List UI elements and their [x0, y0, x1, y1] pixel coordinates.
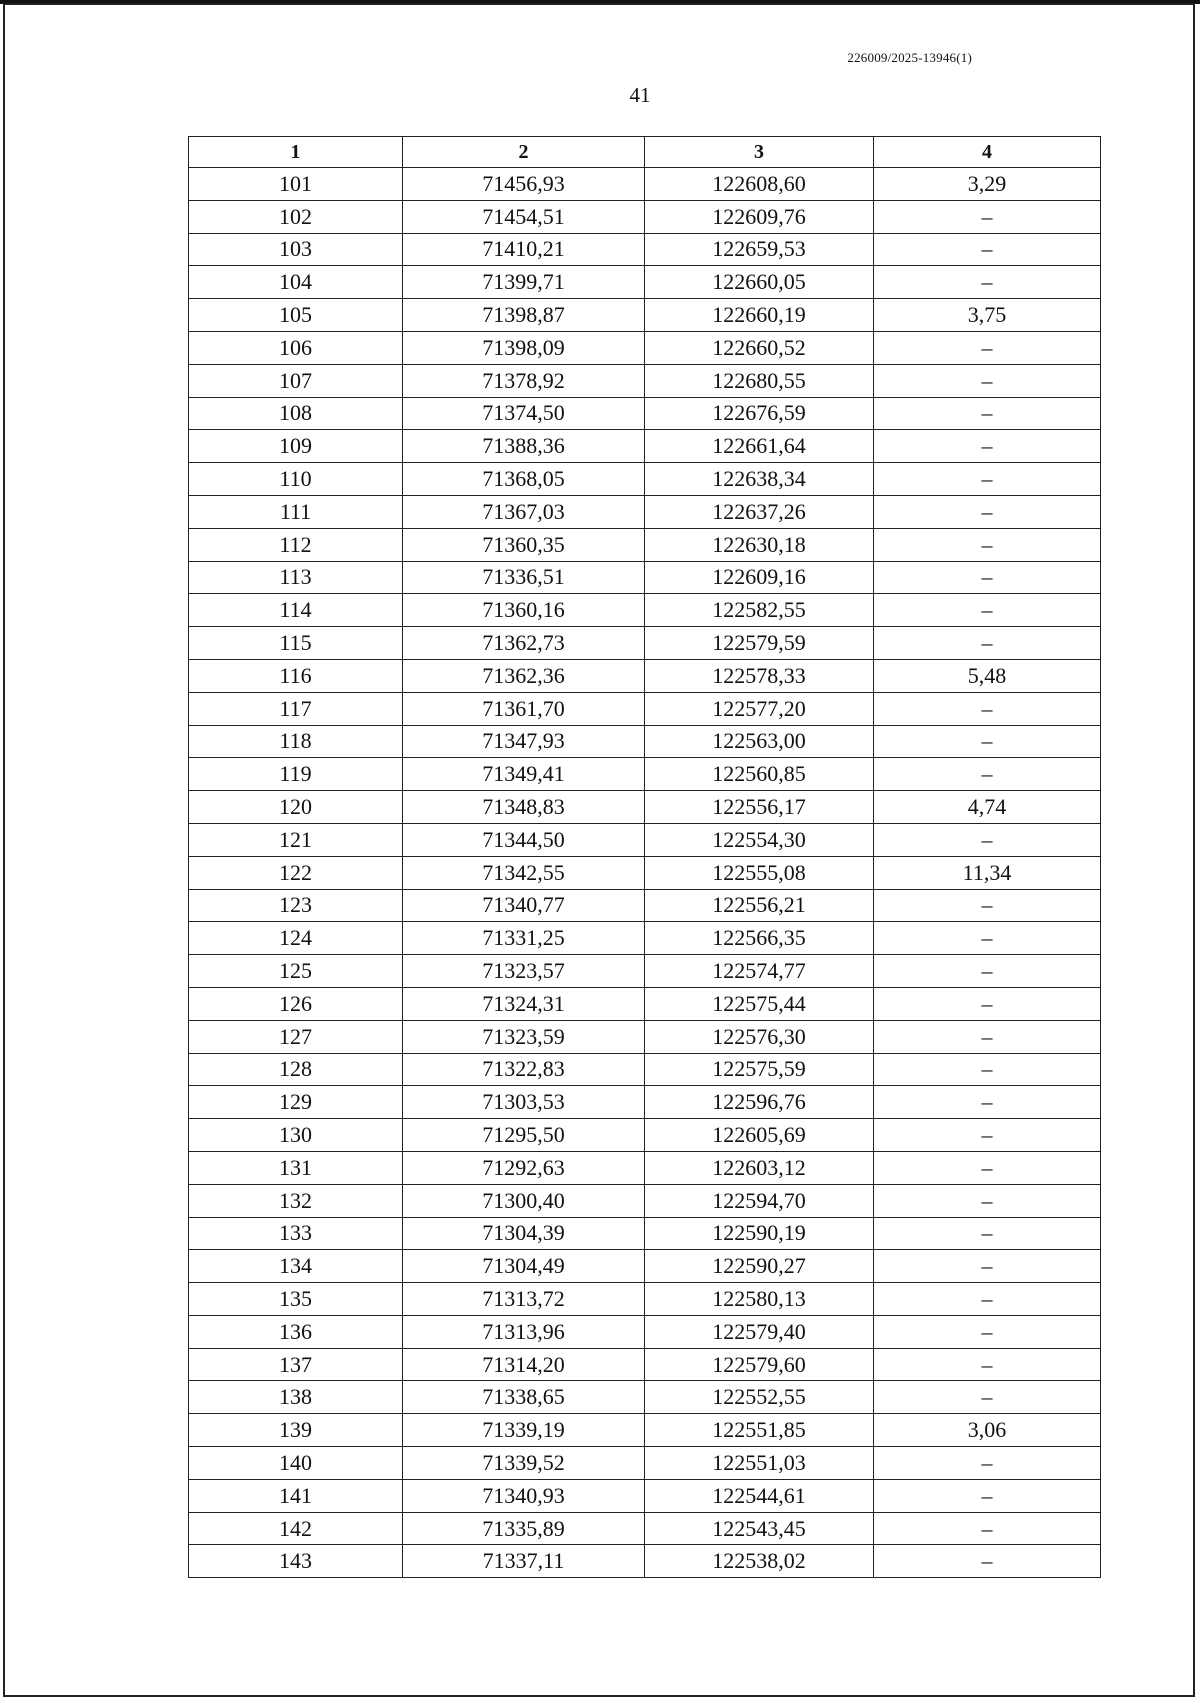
distance-cell: – — [874, 758, 1101, 791]
distance-cell: – — [874, 627, 1101, 660]
table-row — [189, 561, 1101, 594]
x-coordinate-cell: 71388,36 — [403, 430, 645, 463]
x-coordinate-cell: 71323,59 — [403, 1020, 645, 1053]
distance-cell: – — [874, 1086, 1101, 1119]
column-header-2: 2 — [403, 137, 645, 168]
distance-cell: 4,74 — [874, 791, 1101, 824]
y-coordinate-cell: 122605,69 — [645, 1119, 874, 1152]
table-row — [189, 856, 1101, 889]
distance-cell: 5,48 — [874, 659, 1101, 692]
x-coordinate-cell: 71292,63 — [403, 1151, 645, 1184]
x-coordinate-cell: 71456,93 — [403, 168, 645, 201]
distance-cell: – — [874, 1053, 1101, 1086]
distance-cell: – — [874, 1151, 1101, 1184]
y-coordinate-cell: 122574,77 — [645, 955, 874, 988]
point-number-cell: 108 — [189, 397, 403, 430]
y-coordinate-cell: 122555,08 — [645, 856, 874, 889]
distance-cell: – — [874, 823, 1101, 856]
x-coordinate-cell: 71314,20 — [403, 1348, 645, 1381]
table-row — [189, 495, 1101, 528]
y-coordinate-cell: 122609,16 — [645, 561, 874, 594]
point-number-cell: 115 — [189, 627, 403, 660]
distance-cell: – — [874, 463, 1101, 496]
table-row — [189, 1348, 1101, 1381]
table-row — [189, 823, 1101, 856]
x-coordinate-cell: 71398,87 — [403, 299, 645, 332]
y-coordinate-cell: 122556,21 — [645, 889, 874, 922]
y-coordinate-cell: 122637,26 — [645, 495, 874, 528]
point-number-cell: 141 — [189, 1479, 403, 1512]
distance-cell: – — [874, 1447, 1101, 1480]
table-row — [189, 987, 1101, 1020]
distance-cell: – — [874, 1283, 1101, 1316]
point-number-cell: 116 — [189, 659, 403, 692]
distance-cell: – — [874, 430, 1101, 463]
y-coordinate-cell: 122551,03 — [645, 1447, 874, 1480]
x-coordinate-cell: 71323,57 — [403, 955, 645, 988]
y-coordinate-cell: 122608,60 — [645, 168, 874, 201]
distance-cell: – — [874, 922, 1101, 955]
x-coordinate-cell: 71295,50 — [403, 1119, 645, 1152]
x-coordinate-cell: 71360,16 — [403, 594, 645, 627]
x-coordinate-cell: 71399,71 — [403, 266, 645, 299]
x-coordinate-cell: 71348,83 — [403, 791, 645, 824]
table-row — [189, 1053, 1101, 1086]
distance-cell: 3,75 — [874, 299, 1101, 332]
x-coordinate-cell: 71398,09 — [403, 331, 645, 364]
x-coordinate-cell: 71331,25 — [403, 922, 645, 955]
y-coordinate-cell: 122603,12 — [645, 1151, 874, 1184]
y-coordinate-cell: 122579,59 — [645, 627, 874, 660]
table-row — [189, 266, 1101, 299]
distance-cell: – — [874, 1479, 1101, 1512]
x-coordinate-cell: 71349,41 — [403, 758, 645, 791]
y-coordinate-cell: 122556,17 — [645, 791, 874, 824]
point-number-cell: 136 — [189, 1315, 403, 1348]
point-number-cell: 133 — [189, 1217, 403, 1250]
document-id: 226009/2025-13946(1) — [847, 50, 972, 65]
distance-cell: – — [874, 364, 1101, 397]
x-coordinate-cell: 71339,19 — [403, 1414, 645, 1447]
x-coordinate-cell: 71374,50 — [403, 397, 645, 430]
y-coordinate-cell: 122661,64 — [645, 430, 874, 463]
point-number-cell: 124 — [189, 922, 403, 955]
point-number-cell: 128 — [189, 1053, 403, 1086]
table-row — [189, 1184, 1101, 1217]
distance-cell: – — [874, 1512, 1101, 1545]
table-row — [189, 1151, 1101, 1184]
table-row — [189, 1414, 1101, 1447]
y-coordinate-cell: 122590,27 — [645, 1250, 874, 1283]
x-coordinate-cell: 71368,05 — [403, 463, 645, 496]
x-coordinate-cell: 71339,52 — [403, 1447, 645, 1480]
table-row — [189, 594, 1101, 627]
y-coordinate-cell: 122543,45 — [645, 1512, 874, 1545]
point-number-cell: 130 — [189, 1119, 403, 1152]
y-coordinate-cell: 122575,44 — [645, 987, 874, 1020]
point-number-cell: 131 — [189, 1151, 403, 1184]
point-number-cell: 106 — [189, 331, 403, 364]
point-number-cell: 135 — [189, 1283, 403, 1316]
point-number-cell: 132 — [189, 1184, 403, 1217]
table-row — [189, 1250, 1101, 1283]
y-coordinate-cell: 122538,02 — [645, 1545, 874, 1578]
y-coordinate-cell: 122630,18 — [645, 528, 874, 561]
distance-cell: – — [874, 266, 1101, 299]
point-number-cell: 125 — [189, 955, 403, 988]
point-number-cell: 140 — [189, 1447, 403, 1480]
distance-cell: – — [874, 1545, 1101, 1578]
table-row — [189, 1315, 1101, 1348]
y-coordinate-cell: 122579,60 — [645, 1348, 874, 1381]
y-coordinate-cell: 122551,85 — [645, 1414, 874, 1447]
x-coordinate-cell: 71344,50 — [403, 823, 645, 856]
table-row — [189, 758, 1101, 791]
table-row — [189, 1479, 1101, 1512]
y-coordinate-cell: 122660,19 — [645, 299, 874, 332]
distance-cell: – — [874, 1217, 1101, 1250]
point-number-cell: 119 — [189, 758, 403, 791]
distance-cell: – — [874, 495, 1101, 528]
y-coordinate-cell: 122576,30 — [645, 1020, 874, 1053]
x-coordinate-cell: 71336,51 — [403, 561, 645, 594]
table-row — [189, 1545, 1101, 1578]
table-body — [189, 168, 1101, 1578]
y-coordinate-cell: 122579,40 — [645, 1315, 874, 1348]
table-row — [189, 331, 1101, 364]
point-number-cell: 112 — [189, 528, 403, 561]
distance-cell: 11,34 — [874, 856, 1101, 889]
y-coordinate-cell: 122638,34 — [645, 463, 874, 496]
table-row — [189, 1217, 1101, 1250]
point-number-cell: 126 — [189, 987, 403, 1020]
point-number-cell: 120 — [189, 791, 403, 824]
distance-cell: – — [874, 955, 1101, 988]
distance-cell: – — [874, 889, 1101, 922]
table-row — [189, 168, 1101, 201]
x-coordinate-cell: 71340,93 — [403, 1479, 645, 1512]
x-coordinate-cell: 71360,35 — [403, 528, 645, 561]
y-coordinate-cell: 122578,33 — [645, 659, 874, 692]
table-row — [189, 1119, 1101, 1152]
table-row — [189, 528, 1101, 561]
coordinates-table — [188, 136, 1101, 1578]
table-row — [189, 430, 1101, 463]
y-coordinate-cell: 122552,55 — [645, 1381, 874, 1414]
table-row — [189, 725, 1101, 758]
point-number-cell: 121 — [189, 823, 403, 856]
distance-cell: – — [874, 331, 1101, 364]
distance-cell: – — [874, 1381, 1101, 1414]
point-number-cell: 114 — [189, 594, 403, 627]
y-coordinate-cell: 122609,76 — [645, 200, 874, 233]
table-row — [189, 1447, 1101, 1480]
x-coordinate-cell: 71338,65 — [403, 1381, 645, 1414]
x-coordinate-cell: 71454,51 — [403, 200, 645, 233]
point-number-cell: 143 — [189, 1545, 403, 1578]
table-row — [189, 1512, 1101, 1545]
x-coordinate-cell: 71304,39 — [403, 1217, 645, 1250]
point-number-cell: 107 — [189, 364, 403, 397]
y-coordinate-cell: 122577,20 — [645, 692, 874, 725]
table-row — [189, 1020, 1101, 1053]
point-number-cell: 101 — [189, 168, 403, 201]
table-row — [189, 659, 1101, 692]
table-row — [189, 791, 1101, 824]
point-number-cell: 139 — [189, 1414, 403, 1447]
table-row — [189, 200, 1101, 233]
distance-cell: – — [874, 1184, 1101, 1217]
table-row — [189, 397, 1101, 430]
distance-cell: – — [874, 528, 1101, 561]
distance-cell: – — [874, 200, 1101, 233]
point-number-cell: 142 — [189, 1512, 403, 1545]
table-row — [189, 1086, 1101, 1119]
y-coordinate-cell: 122544,61 — [645, 1479, 874, 1512]
table-header — [189, 137, 1101, 168]
x-coordinate-cell: 71342,55 — [403, 856, 645, 889]
x-coordinate-cell: 71335,89 — [403, 1512, 645, 1545]
table-row — [189, 364, 1101, 397]
y-coordinate-cell: 122660,05 — [645, 266, 874, 299]
table-row — [189, 955, 1101, 988]
x-coordinate-cell: 71303,53 — [403, 1086, 645, 1119]
point-number-cell: 123 — [189, 889, 403, 922]
y-coordinate-cell: 122582,55 — [645, 594, 874, 627]
column-header-4: 4 — [874, 137, 1101, 168]
x-coordinate-cell: 71367,03 — [403, 495, 645, 528]
point-number-cell: 129 — [189, 1086, 403, 1119]
distance-cell: – — [874, 561, 1101, 594]
x-coordinate-cell: 71313,96 — [403, 1315, 645, 1348]
distance-cell: 3,06 — [874, 1414, 1101, 1447]
point-number-cell: 118 — [189, 725, 403, 758]
table-row — [189, 463, 1101, 496]
point-number-cell: 105 — [189, 299, 403, 332]
distance-cell: – — [874, 233, 1101, 266]
distance-cell: – — [874, 1119, 1101, 1152]
y-coordinate-cell: 122560,85 — [645, 758, 874, 791]
y-coordinate-cell: 122575,59 — [645, 1053, 874, 1086]
x-coordinate-cell: 71324,31 — [403, 987, 645, 1020]
x-coordinate-cell: 71300,40 — [403, 1184, 645, 1217]
point-number-cell: 111 — [189, 495, 403, 528]
point-number-cell: 137 — [189, 1348, 403, 1381]
y-coordinate-cell: 122680,55 — [645, 364, 874, 397]
distance-cell: – — [874, 692, 1101, 725]
distance-cell: – — [874, 725, 1101, 758]
point-number-cell: 104 — [189, 266, 403, 299]
distance-cell: 3,29 — [874, 168, 1101, 201]
page-number: 41 — [629, 83, 651, 107]
y-coordinate-cell: 122594,70 — [645, 1184, 874, 1217]
table-row — [189, 692, 1101, 725]
point-number-cell: 127 — [189, 1020, 403, 1053]
distance-cell: – — [874, 1250, 1101, 1283]
table-row — [189, 1381, 1101, 1414]
y-coordinate-cell: 122590,19 — [645, 1217, 874, 1250]
point-number-cell: 134 — [189, 1250, 403, 1283]
point-number-cell: 103 — [189, 233, 403, 266]
distance-cell: – — [874, 594, 1101, 627]
point-number-cell: 110 — [189, 463, 403, 496]
y-coordinate-cell: 122566,35 — [645, 922, 874, 955]
y-coordinate-cell: 122676,59 — [645, 397, 874, 430]
y-coordinate-cell: 122659,53 — [645, 233, 874, 266]
x-coordinate-cell: 71378,92 — [403, 364, 645, 397]
x-coordinate-cell: 71322,83 — [403, 1053, 645, 1086]
distance-cell: – — [874, 1020, 1101, 1053]
table-row — [189, 922, 1101, 955]
point-number-cell: 109 — [189, 430, 403, 463]
x-coordinate-cell: 71340,77 — [403, 889, 645, 922]
x-coordinate-cell: 71304,49 — [403, 1250, 645, 1283]
x-coordinate-cell: 71362,73 — [403, 627, 645, 660]
y-coordinate-cell: 122580,13 — [645, 1283, 874, 1316]
distance-cell: – — [874, 987, 1101, 1020]
point-number-cell: 122 — [189, 856, 403, 889]
distance-cell: – — [874, 1348, 1101, 1381]
table-row — [189, 299, 1101, 332]
table-row — [189, 233, 1101, 266]
point-number-cell: 102 — [189, 200, 403, 233]
x-coordinate-cell: 71337,11 — [403, 1545, 645, 1578]
distance-cell: – — [874, 1315, 1101, 1348]
table-row — [189, 627, 1101, 660]
table-row — [189, 889, 1101, 922]
column-header-3: 3 — [645, 137, 874, 168]
x-coordinate-cell: 71362,36 — [403, 659, 645, 692]
x-coordinate-cell: 71361,70 — [403, 692, 645, 725]
x-coordinate-cell: 71347,93 — [403, 725, 645, 758]
column-header-1: 1 — [189, 137, 403, 168]
y-coordinate-cell: 122660,52 — [645, 331, 874, 364]
y-coordinate-cell: 122554,30 — [645, 823, 874, 856]
point-number-cell: 113 — [189, 561, 403, 594]
point-number-cell: 117 — [189, 692, 403, 725]
y-coordinate-cell: 122596,76 — [645, 1086, 874, 1119]
x-coordinate-cell: 71410,21 — [403, 233, 645, 266]
table-row — [189, 1283, 1101, 1316]
header-row — [189, 137, 1101, 168]
x-coordinate-cell: 71313,72 — [403, 1283, 645, 1316]
y-coordinate-cell: 122563,00 — [645, 725, 874, 758]
distance-cell: – — [874, 397, 1101, 430]
point-number-cell: 138 — [189, 1381, 403, 1414]
